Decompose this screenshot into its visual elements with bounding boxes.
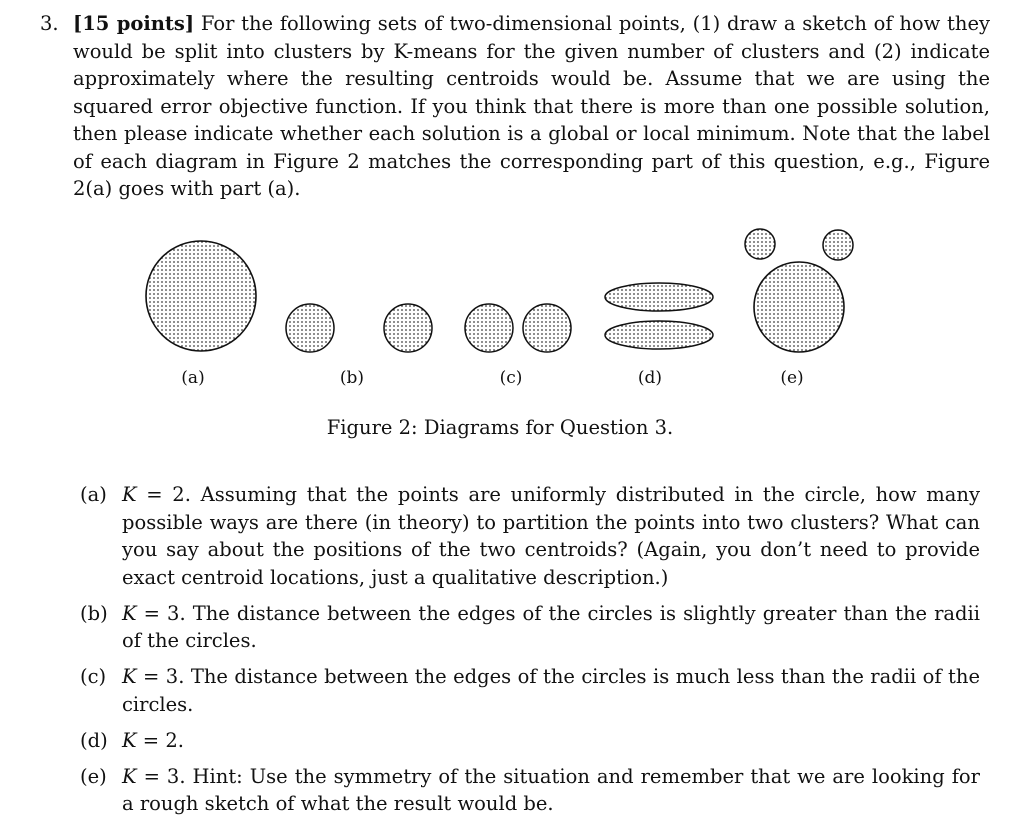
diagram-b-circle-2	[384, 304, 432, 352]
part-b	[80, 600, 980, 655]
diagram-e	[745, 229, 853, 388]
question-block	[40, 10, 990, 203]
part-text: Hint: Use the symmetry of the situation and remember that we are looking for a rough sketch of what the result would be.	[122, 764, 980, 815]
k-variable: K	[122, 764, 137, 788]
k-variable: K	[122, 728, 137, 752]
diagram-b-circle-3	[465, 304, 513, 352]
k-value: = 2.	[136, 728, 184, 752]
part-label: (b)	[80, 601, 108, 625]
diagram-a-label: (a)	[181, 368, 205, 388]
diagram-d-ellipse-bottom	[605, 321, 713, 349]
diagram-d-ellipse-top	[605, 283, 713, 311]
k-value: = 3.	[136, 601, 186, 625]
k-value: = 3.	[136, 665, 185, 688]
part-text: The distance between the edges of the circles is slightly greater than the radii of the circles.	[122, 601, 980, 652]
diagram-a	[146, 241, 256, 388]
diagram-b-label: (b)	[339, 368, 365, 388]
part-text: Assuming that the points are uniformly distributed in the circle, how many possible ways are there (in theory) to partition the points into two clusters? What can you say about the positions of the two centroids? (Again, you don’t need to provide exact centroid locations, just a qualitative description.)	[122, 483, 981, 589]
diagram-a-circle	[146, 241, 256, 351]
part-c	[80, 663, 980, 718]
part-label: (c)	[80, 665, 107, 688]
question-number: 3.	[40, 12, 59, 35]
part-label: (d)	[80, 728, 108, 752]
part-a	[80, 481, 980, 591]
part-label: (e)	[80, 764, 107, 788]
question-parts	[80, 481, 980, 826]
figure-caption: Figure 2: Diagrams for Question 3.	[326, 416, 674, 439]
question-intro-text: For the following sets of two-dimensional points, (1) draw a sketch of how they would be split into clusters by K-means for the given number of clusters and (2) indicate approximately where the resulting centroids would be. Assume that we are using the squared error objective function. If you think that there is more than one possible solution, then please indicate whether each solution is a global or local minimum. Note that the label of each diagram in Figure 2 matches the corresponding part of this question, e.g., Figure 2(a) goes with part (a).	[73, 12, 990, 200]
diagram-e-large	[754, 262, 844, 352]
part-d	[80, 727, 980, 755]
k-variable: K	[122, 665, 137, 688]
question-points: [15 points]	[73, 12, 195, 35]
question-intro	[73, 10, 990, 203]
diagram-c-label: (c)	[499, 368, 523, 388]
diagram-d-label: (d)	[637, 368, 663, 388]
part-text: The distance between the edges of the circles is much less than the radii of the circles.	[122, 665, 980, 716]
k-value: = 3.	[136, 764, 186, 788]
diagram-c-circle-1	[523, 304, 571, 352]
diagram-d	[605, 283, 713, 388]
diagram-e-small-right	[823, 230, 853, 260]
diagram-b-circle-1	[286, 304, 334, 352]
k-variable: K	[122, 483, 137, 506]
diagram-b	[286, 304, 513, 388]
diagram-e-small-left	[745, 229, 775, 259]
k-value: = 2.	[136, 483, 191, 506]
k-variable: K	[122, 601, 137, 625]
figure-2-diagrams	[0, 220, 1036, 400]
diagram-e-label: (e)	[780, 368, 804, 388]
part-e	[80, 763, 980, 818]
part-label: (a)	[80, 483, 107, 506]
